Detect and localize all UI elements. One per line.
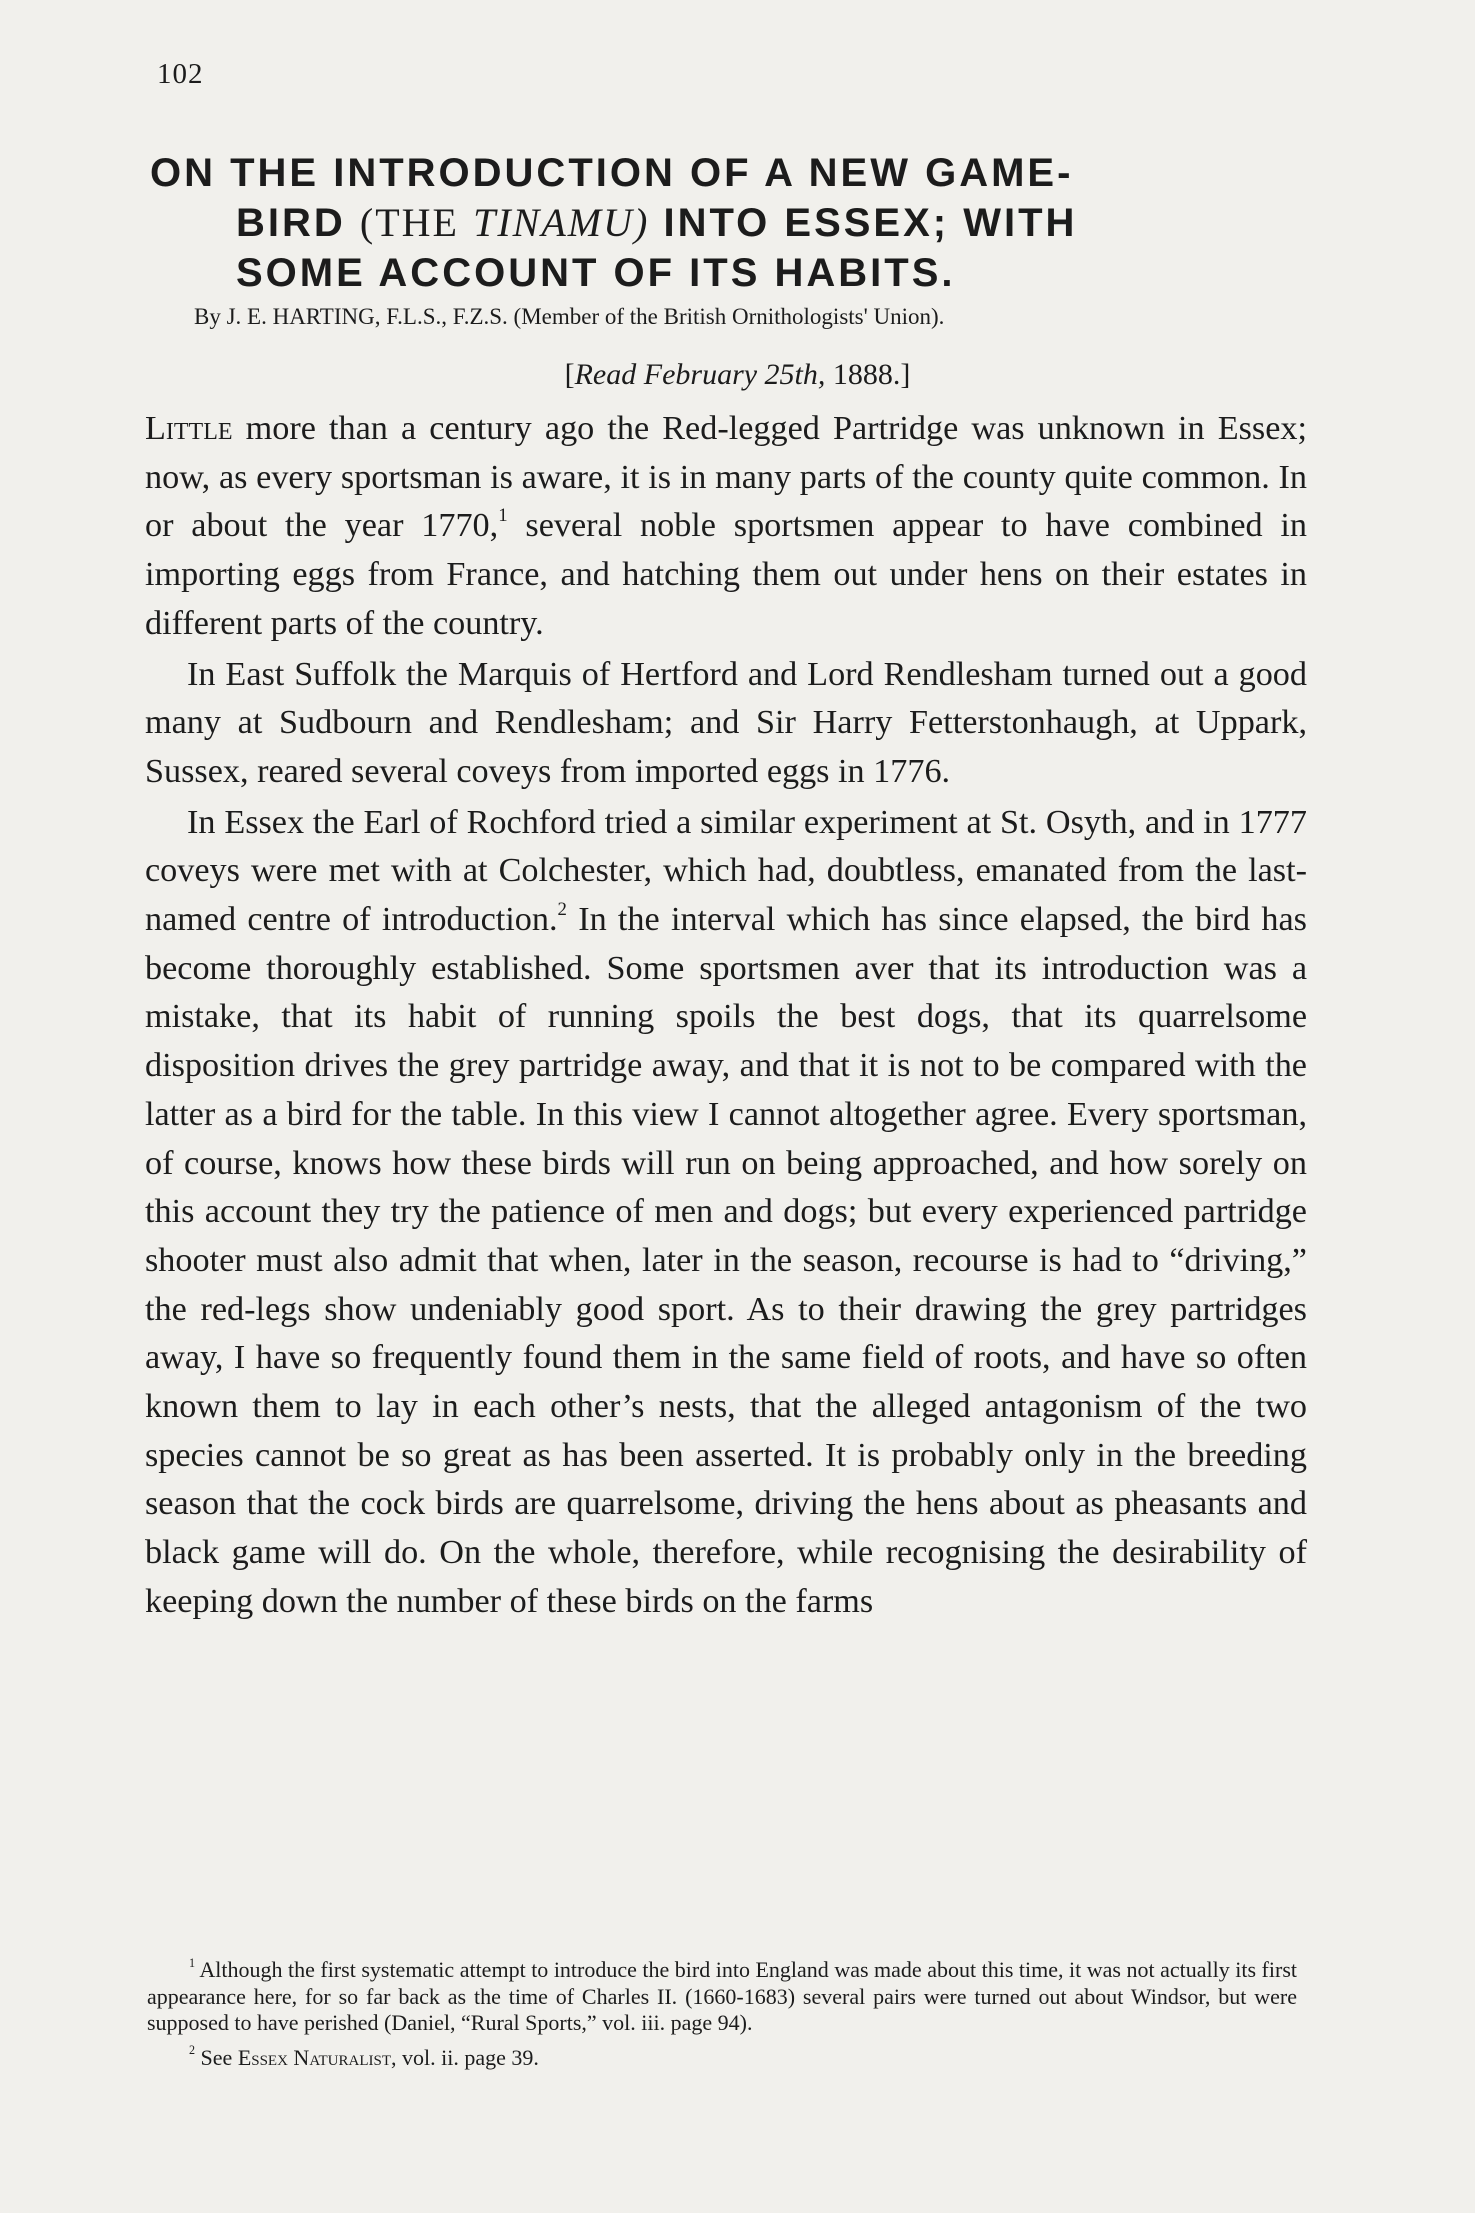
read-date-year: 1888.] bbox=[825, 358, 911, 391]
paragraph-3-text: In Essex the Earl of Rochford tried a similar experiment at St. Osyth, and in 1777 coveys were met with at Colchester, which had, doubtless, emanated from the last-named centre of introduction. bbox=[145, 803, 1307, 939]
footnote-1-text: Although the first systematic attempt to introduce the bird into England was made about this time, it was not actually its first appearance here, for so far back as the time of Charles II. (1660-1683) several pairs were turned out about Windsor, but were supposed to have perished (Daniel, “Rural Sports,” vol. iii. page 94). bbox=[147, 1957, 1297, 2035]
title-line-2 bbox=[150, 198, 1310, 248]
author-byline: By J. E. HARTING, F.L.S., F.Z.S. (Member of the British Ornithologists' Union). bbox=[194, 304, 945, 329]
article-body bbox=[145, 405, 1307, 1629]
read-date bbox=[0, 358, 1475, 392]
title-line-3: SOME ACCOUNT OF ITS HABITS. bbox=[236, 251, 956, 295]
title-line-1: ON THE INTRODUCTION OF A NEW GAME- bbox=[150, 151, 1074, 195]
title-word-into-essex: INTO ESSEX; WITH bbox=[663, 201, 1078, 245]
paragraph-3-tail: In the interval which has since elapsed, the bird has become thoroughly established. Some sportsmen aver that its introduction was a mistake, that its habit of running spoils the best dogs, that its quarrelsome disposition drives the grey partridge away, and that it is not to be compared with the latter as a bird for the table. In this view I cannot altogether agree. Every sportsman, of course, knows how these birds will run on being approached, and how sorely on this account they try the patience of men and dogs; but every experienced partridge shooter must also admit that when, later in the season, recourse is had to “driving,” the red-legs show undeniably good sport. As to their drawing the grey partridges away, I have so frequently found them in the same field of roots, and have so often known them to lay in each other’s nests, that the alleged antagonism of the two species cannot be so great as has been asserted. It is probably only in the breeding season that the cock birds are quarrelsome, driving the hens about as pheasants and black game will do. On the whole, therefore, while recognising the desirability of keeping down the number of these birds on the farms bbox=[145, 901, 1307, 1620]
footnotes bbox=[147, 1957, 1297, 2079]
footnote-2-mark: 2 bbox=[189, 2043, 196, 2058]
footnote-2-ref: , vol. ii. page 39. bbox=[390, 2044, 539, 2070]
paragraph-3 bbox=[145, 799, 1307, 1627]
footnote-1-mark: 1 bbox=[189, 1955, 196, 1970]
paragraph-1-text: more than a century ago the Red-legged Partridge was unknown in Essex; now, as every sportsman is aware, it is in many parts of the county quite common. In or about the year 1770, bbox=[145, 410, 1307, 545]
title-word-tinamu: TINAMU) bbox=[473, 200, 650, 245]
title-word-bird: BIRD bbox=[236, 201, 346, 245]
read-bracket: [ bbox=[564, 358, 575, 391]
footnote-2 bbox=[147, 2045, 1297, 2072]
title-word-the: (THE bbox=[359, 200, 459, 245]
drop-word: Little bbox=[145, 410, 233, 447]
footnote-ref-1[interactable]: 1 bbox=[498, 505, 508, 527]
footnote-1 bbox=[147, 1957, 1297, 2037]
page-number: 102 bbox=[157, 58, 204, 90]
article-title bbox=[150, 148, 1310, 298]
footnote-ref-2[interactable]: 2 bbox=[557, 898, 567, 920]
read-date-italic: Read February 25th, bbox=[574, 358, 826, 391]
footnote-2-see: See bbox=[195, 2044, 238, 2070]
paragraph-2: In East Suffolk the Marquis of Hertford and Lord Rendlesham turned out a good many at Sudbourn and Rendlesham; and Sir Harry Fetterstonhaugh, at Uppark, Sussex, reared several coveys from imported eggs in 1776. bbox=[145, 655, 1307, 790]
paragraph-1 bbox=[145, 405, 1307, 649]
footnote-2-journal: Essex Naturalist bbox=[237, 2044, 391, 2070]
paragraph-1-tail: several noble sportsmen appear to have combined in importing eggs from France, and hatching them out under hens on their estates in different parts of the country. bbox=[145, 507, 1307, 642]
